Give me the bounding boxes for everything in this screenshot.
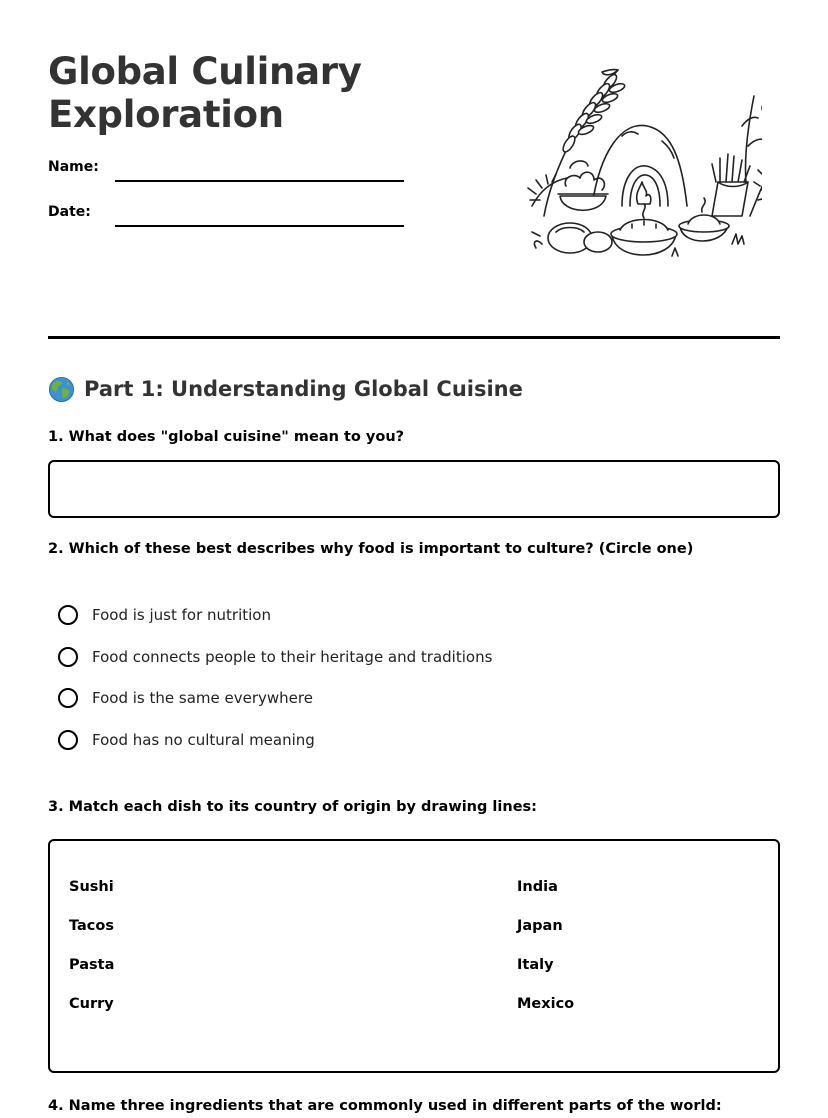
date-field-line[interactable] [115, 225, 404, 227]
question-2-option-1[interactable] [58, 603, 271, 627]
radio-circle[interactable] [58, 688, 78, 708]
question-2-option-4[interactable] [58, 728, 315, 752]
country-item[interactable]: Japan [517, 918, 563, 934]
radio-circle[interactable] [58, 730, 78, 750]
question-4: 4. Name three ingredients that are commonly used in different parts of the world: [48, 1098, 722, 1114]
name-label: Name: [48, 159, 99, 175]
part-1-title: Part 1: Understanding Global Cuisine [84, 377, 523, 401]
date-label: Date: [48, 204, 91, 220]
option-label: Food is the same everywhere [92, 689, 313, 707]
title-line-1: Global Culinary [48, 50, 362, 93]
title-line-2: Exploration [48, 93, 284, 136]
country-item[interactable]: India [517, 879, 558, 895]
question-2: 2. Which of these best describes why food is important to culture? (Circle one) [48, 541, 694, 557]
question-2-option-2[interactable] [58, 645, 492, 669]
option-label: Food connects people to their heritage and traditions [92, 648, 493, 666]
name-field-line[interactable] [115, 180, 404, 182]
dish-item[interactable]: Curry [69, 996, 114, 1012]
question-2-option-3[interactable] [58, 686, 313, 710]
question-3: 3. Match each dish to its country of origin by drawing lines: [48, 799, 537, 815]
question-1-answer-box[interactable] [48, 460, 780, 518]
globe-icon [48, 376, 75, 403]
worksheet-page [48, 0, 780, 1118]
dish-item[interactable]: Tacos [69, 918, 114, 934]
radio-circle[interactable] [58, 605, 78, 625]
radio-circle[interactable] [58, 647, 78, 667]
dish-item[interactable]: Pasta [69, 957, 115, 973]
world-food-illustration-icon [522, 66, 762, 268]
country-item[interactable]: Italy [517, 957, 554, 973]
option-label: Food has no cultural meaning [92, 731, 315, 749]
question-1: 1. What does "global cuisine" mean to you? [48, 429, 405, 445]
matching-box[interactable] [48, 839, 780, 1073]
section-divider [48, 336, 780, 339]
dish-item[interactable]: Sushi [69, 879, 114, 895]
option-label: Food is just for nutrition [92, 606, 271, 624]
country-item[interactable]: Mexico [517, 996, 575, 1012]
part-1-heading [48, 374, 523, 404]
page-title [48, 50, 378, 136]
